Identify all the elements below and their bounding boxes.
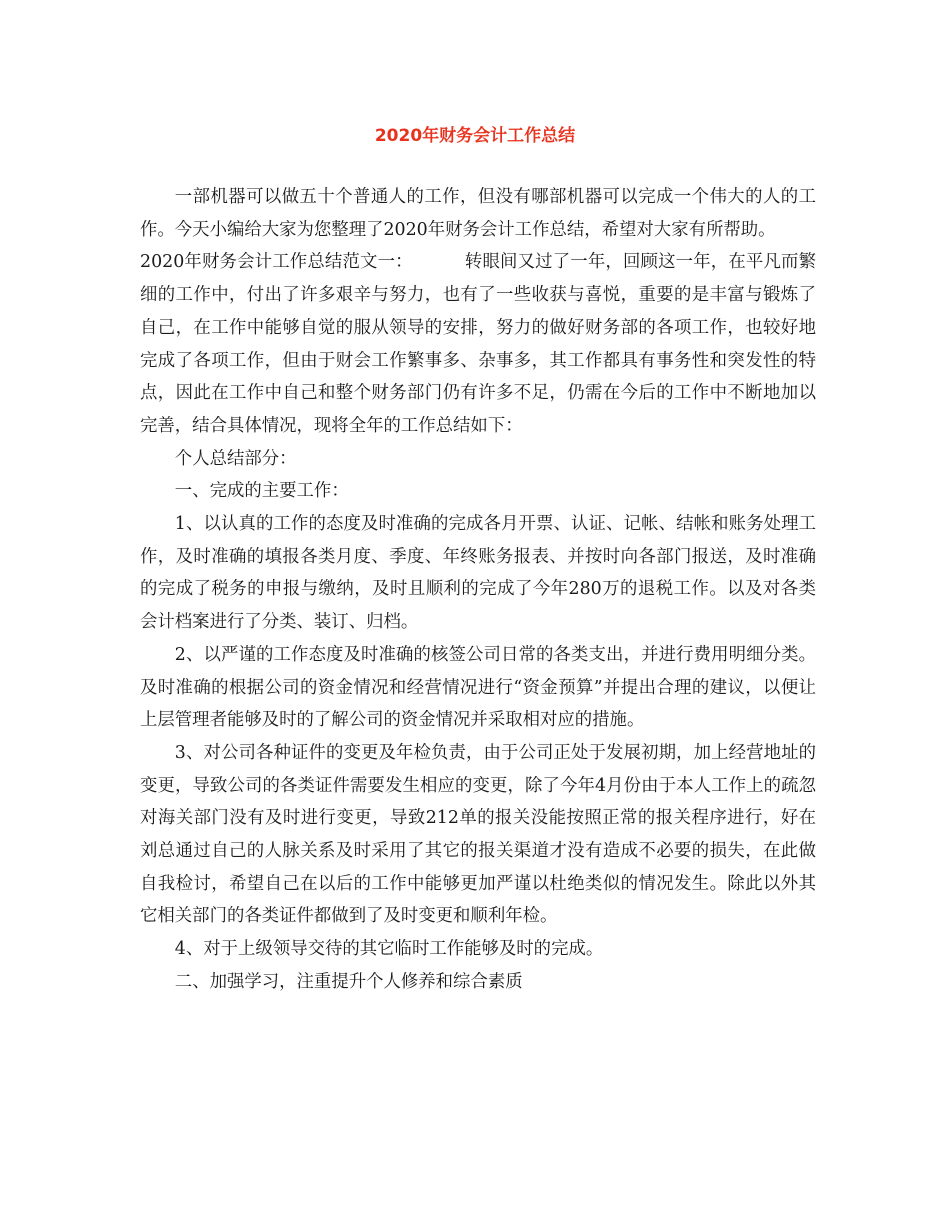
work-item-2: 2、以严谨的工作态度及时准确的核签公司日常的各类支出，并进行费用明细分类。及时准确的根据公司的资金情况和经营情况进行“资金预算”并提出合理的建议，以便让上层管理者能够及时的了解公司的资金情况并采取相对应的措施。 (140, 644, 816, 731)
work-item-4: 4、对于上级领导交待的其它临时工作能够及时的完成。 (174, 939, 604, 960)
sample-paragraph (140, 246, 816, 442)
sample-label: 2020年财务会计工作总结范文一： (140, 252, 413, 273)
work-item-1: 1、以认真的工作的态度及时准确的完成各月开票、认证、记帐、结帐和账务处理工作，及时准确的填报各类月度、季度、年终账务报表、并按时向各部门报送，及时准确的完成了税务的申报与缴纳，及时且顺利的完成了今年280万的退税工作。以及对各类会计档案进行了分类、装订、归档。 (140, 514, 816, 633)
intro-paragraph: 一部机器可以做五十个普通人的工作，但没有哪部机器可以完成一个伟大的人的工作。今天小编给大家为您整理了2020年财务会计工作总结，希望对大家有所帮助。 (140, 187, 816, 240)
document-title: 2020年财务会计工作总结 (374, 126, 576, 146)
section-heading-main-work: 一、完成的主要工作： (174, 481, 349, 502)
work-item-3: 3、对公司各种证件的变更及年检负责，由于公司正处于发展初期，加上经营地址的变更，导致公司的各类证件需要发生相应的变更，除了今年4月份由于本人工作上的疏忽对海关部门没有及时进行变更，导致212单的报关没能按照正常的报关程序进行，好在刘总通过自己的人脉关系及时采用了其它的报关渠道才没有造成不必要的损失，在此做自我检讨，希望自己在以后的工作中能够更加严谨以杜绝类似的情况发生。除此以外其它相关部门的各类证件都做到了及时变更和顺利年检。 (140, 742, 816, 927)
section-heading-personal: 个人总结部分： (174, 448, 297, 469)
section-heading-study: 二、加强学习，注重提升个人修养和综合素质 (174, 971, 523, 992)
document-body (140, 181, 816, 999)
sample-body: 转眼间又过了一年，回顾这一年，在平凡而繁细的工作中，付出了许多艰辛与努力，也有了一些收获与喜悦，重要的是丰富与锻炼了自己，在工作中能够自觉的服从领导的安排，努力的做好财务部的各项工作，也较好地完成了各项工作，但由于财会工作繁事多、杂事多，其工作都具有事务性和突发性的特点，因此在工作中自己和整个财务部门仍有许多不足，仍需在今后的工作中不断地加以完善，结合具体情况，现将全年的工作总结如下： (140, 252, 816, 436)
